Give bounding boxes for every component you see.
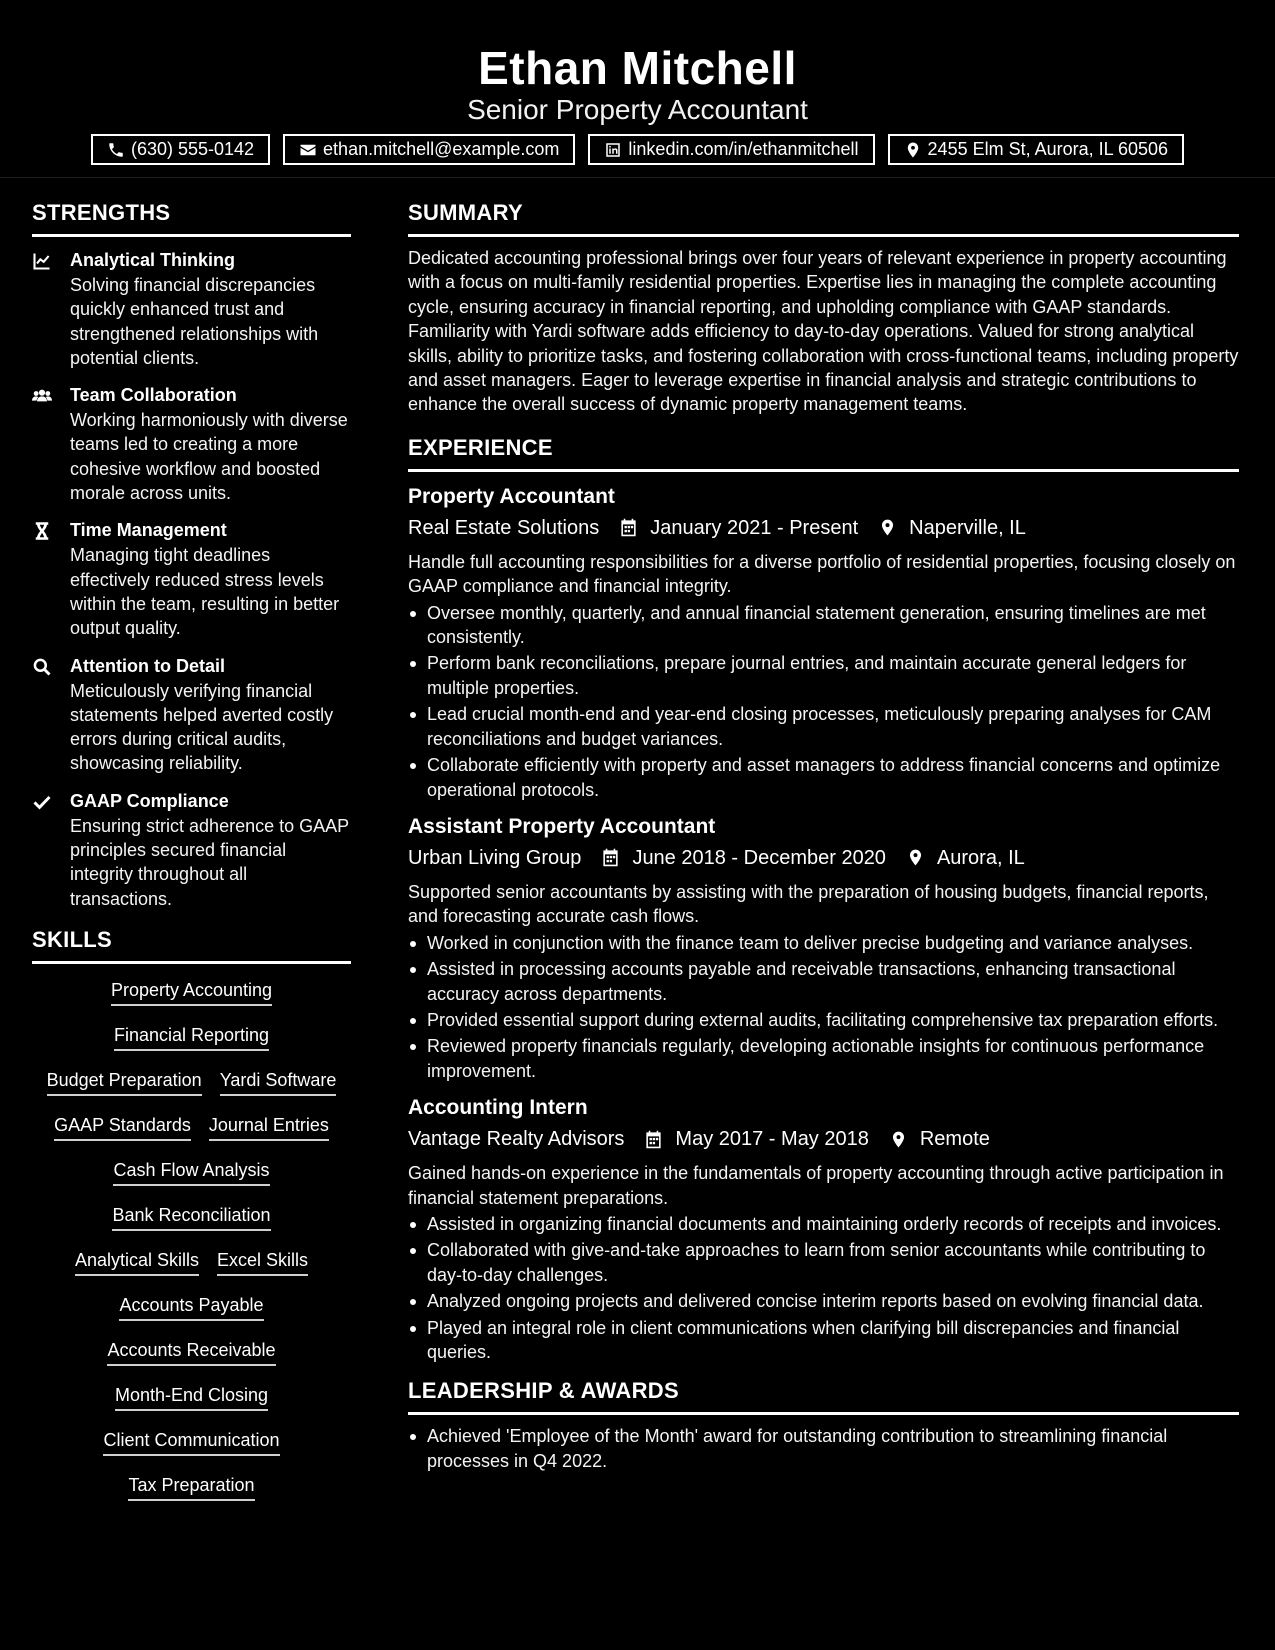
list-item: Played an integral role in client communications when clarifying bill discrepancies and financial queries.: [408, 1316, 1239, 1365]
calendar-icon: [619, 518, 638, 537]
phone-icon: [107, 141, 125, 159]
strength-desc: Working harmoniously with diverse teams led to creating a more cohesive workflow and boosted morale across units.: [70, 410, 348, 504]
strength-desc: Solving financial discrepancies quickly enhanced trust and strengthened relationships with potential clients.: [70, 275, 319, 368]
skill-tag: Yardi Software: [220, 1068, 337, 1096]
job-entry: [408, 812, 1239, 1083]
strength-name: Analytical Thinking: [70, 250, 236, 270]
envelope-icon: [299, 141, 317, 159]
job-meta: [408, 843, 1239, 873]
leadership-section: [408, 1376, 1239, 1473]
calendar-icon: [644, 1130, 663, 1149]
email-text: ethan.mitchell@example.com: [323, 139, 560, 159]
list-item: Lead crucial month-end and year-end closing processes, meticulously preparing analyses for CAM reconciliations and budget variances.: [408, 702, 1239, 751]
strength-name: Attention to Detail: [70, 655, 225, 676]
list-item: Reviewed property financials regularly, developing actionable insights for continuous performance improvement.: [408, 1034, 1239, 1083]
job-location: Remote: [919, 1128, 990, 1151]
skill-tag: GAAP Standards: [54, 1113, 191, 1141]
job-location: Naperville, IL: [909, 516, 1026, 539]
job-bullets: [408, 1212, 1239, 1364]
skills-section: [32, 925, 351, 1510]
skill-tag: Accounts Receivable: [107, 1338, 275, 1366]
job-company: Vantage Realty Advisors: [408, 1128, 625, 1151]
map-pin-icon: [904, 141, 922, 159]
hourglass-icon: [32, 521, 52, 541]
list-item: Analyzed ongoing projects and delivered concise interim reports based on evolving financial data.: [408, 1289, 1239, 1313]
strength-name: GAAP Compliance: [70, 790, 229, 811]
job-dates: May 2017 - May 2018: [675, 1128, 869, 1151]
skills-list: [32, 970, 351, 1510]
skill-tag: Financial Reporting: [114, 1023, 269, 1051]
job-entry: [408, 482, 1239, 802]
calendar-icon: [601, 848, 620, 867]
job-company: Real Estate Solutions: [408, 516, 600, 539]
skill-tag: Bank Reconciliation: [112, 1203, 270, 1231]
summary-heading: SUMMARY: [408, 198, 1239, 237]
map-pin-icon: [878, 518, 897, 537]
list-item: Provided essential support during external audits, facilitating comprehensive tax preparation efforts.: [408, 1008, 1239, 1032]
skill-tag: Accounts Payable: [119, 1293, 263, 1321]
list-item: Collaborate efficiently with property and asset managers to address financial concerns and optimize operational protocols.: [408, 753, 1239, 802]
strength-item: [32, 247, 351, 370]
strength-item: [32, 653, 351, 776]
job-title: Property Accountant: [408, 484, 615, 508]
map-pin-icon: [889, 1130, 908, 1149]
skill-tag: Journal Entries: [209, 1113, 329, 1141]
search-icon: [32, 657, 52, 677]
strength-item: [32, 517, 351, 640]
list-item: Collaborated with give-and-take approaches to learn from senior accountants while contributing to day-to-day challenges.: [408, 1238, 1239, 1287]
job-bullets: [408, 601, 1239, 802]
skill-tag: Analytical Skills: [75, 1248, 199, 1276]
skill-tag: Budget Preparation: [47, 1068, 202, 1096]
contact-email[interactable]: [283, 134, 575, 165]
list-item: Assisted in organizing financial documents and maintaining orderly records of receipts and invoices.: [408, 1212, 1239, 1236]
job-description: Gained hands-on experience in the fundamentals of property accounting through active participation in financial statement preparations.: [408, 1163, 1224, 1208]
phone-text: (630) 555-0142: [130, 139, 255, 159]
job-description: Supported senior accountants by assisting with the preparation of housing budgets, financial reports, and forecasting accurate cash flows.: [408, 881, 1209, 927]
leadership-heading: LEADERSHIP & AWARDS: [408, 1376, 1239, 1415]
linkedin-icon: [604, 141, 622, 159]
strength-desc: Meticulously verifying financial statements helped averted costly errors during critical audits, showcasing reliability.: [70, 680, 334, 774]
skill-tag: Tax Preparation: [128, 1473, 254, 1501]
contact-phone[interactable]: [91, 134, 270, 165]
skill-tag: Month-End Closing: [115, 1383, 268, 1411]
check-icon: [32, 792, 52, 812]
strengths-list: [32, 247, 351, 911]
skill-tag: Cash Flow Analysis: [113, 1158, 269, 1186]
candidate-name: Ethan Mitchell: [478, 42, 797, 94]
summary-text: Dedicated accounting professional brings over four years of relevant experience in property accounting with a focus on multi-family residential properties. Expertise lies in managing the complete accounting cycle, ensuring accuracy in financial reporting, and upholding compliance with GAAP standards. Familiarity with Yardi software adds efficiency to day-to-day operations. Valued for strong analytical skills, ability to prioritize tasks, and fostering collaboration with cross-functional teams, including property and asset managers. Eager to leverage expertise in financial analysis and strategic contributions to enhance the overall success of dynamic property management teams.: [408, 248, 1239, 415]
strength-name: Time Management: [70, 520, 227, 541]
leadership-bullets: [408, 1424, 1239, 1473]
experience-section: [408, 433, 1239, 1365]
address-text: 2455 Elm St, Aurora, IL 60506: [927, 139, 1169, 159]
job-entry: [408, 1093, 1239, 1364]
job-title: Assistant Property Accountant: [408, 814, 716, 838]
strength-item: [32, 382, 351, 505]
job-meta: [408, 513, 1239, 543]
list-item: Oversee monthly, quarterly, and annual financial statement generation, ensuring timelines are met consistently.: [408, 601, 1239, 650]
resume-header: [0, 0, 1275, 178]
contact-address[interactable]: [888, 134, 1185, 165]
job-dates: June 2018 - December 2020: [632, 846, 886, 869]
job-company: Urban Living Group: [408, 846, 582, 869]
skill-tag: Excel Skills: [217, 1248, 308, 1276]
strength-desc: Ensuring strict adherence to GAAP principles secured financial integrity throughout all transactions.: [70, 815, 349, 909]
map-pin-icon: [906, 848, 925, 867]
strengths-heading: STRENGTHS: [32, 198, 351, 237]
job-title: Accounting Intern: [408, 1096, 588, 1120]
job-meta: [408, 1124, 1239, 1154]
experience-heading: EXPERIENCE: [408, 433, 1239, 472]
strength-item: [32, 788, 351, 911]
linkedin-text: linkedin.com/in/ethanmitchell: [628, 139, 859, 159]
list-item: Assisted in processing accounts payable and receivable transactions, enhancing transactional accuracy across departments.: [408, 957, 1239, 1006]
chart-line-icon: [32, 251, 52, 271]
strength-name: Team Collaboration: [70, 385, 237, 406]
job-bullets: [408, 931, 1239, 1083]
sidebar: [32, 198, 351, 1510]
job-location: Aurora, IL: [936, 846, 1025, 869]
contact-linkedin[interactable]: [588, 134, 874, 165]
contact-bar: [0, 134, 1275, 165]
job-dates: January 2021 - Present: [650, 516, 859, 539]
list-item: Achieved 'Employee of the Month' award for outstanding contribution to streamlining financial processes in Q4 2022.: [408, 1424, 1239, 1473]
skill-tag: Property Accounting: [111, 978, 272, 1006]
main-column: [408, 198, 1239, 1475]
strength-desc: Managing tight deadlines effectively reduced stress levels within the team, resulting in better output quality.: [70, 545, 340, 639]
list-item: Worked in conjunction with the finance team to deliver precise budgeting and variance analyses.: [408, 931, 1239, 955]
skill-tag: Client Communication: [103, 1428, 279, 1456]
candidate-title: Senior Property Accountant: [467, 94, 808, 125]
job-description: Handle full accounting responsibilities for a diverse portfolio of residential properties, focusing closely on GAAP compliance and financial integrity.: [408, 551, 1236, 597]
skills-heading: SKILLS: [32, 925, 351, 964]
users-icon: [32, 386, 52, 406]
list-item: Perform bank reconciliations, prepare journal entries, and maintain accurate general ledgers for multiple properties.: [408, 651, 1239, 700]
